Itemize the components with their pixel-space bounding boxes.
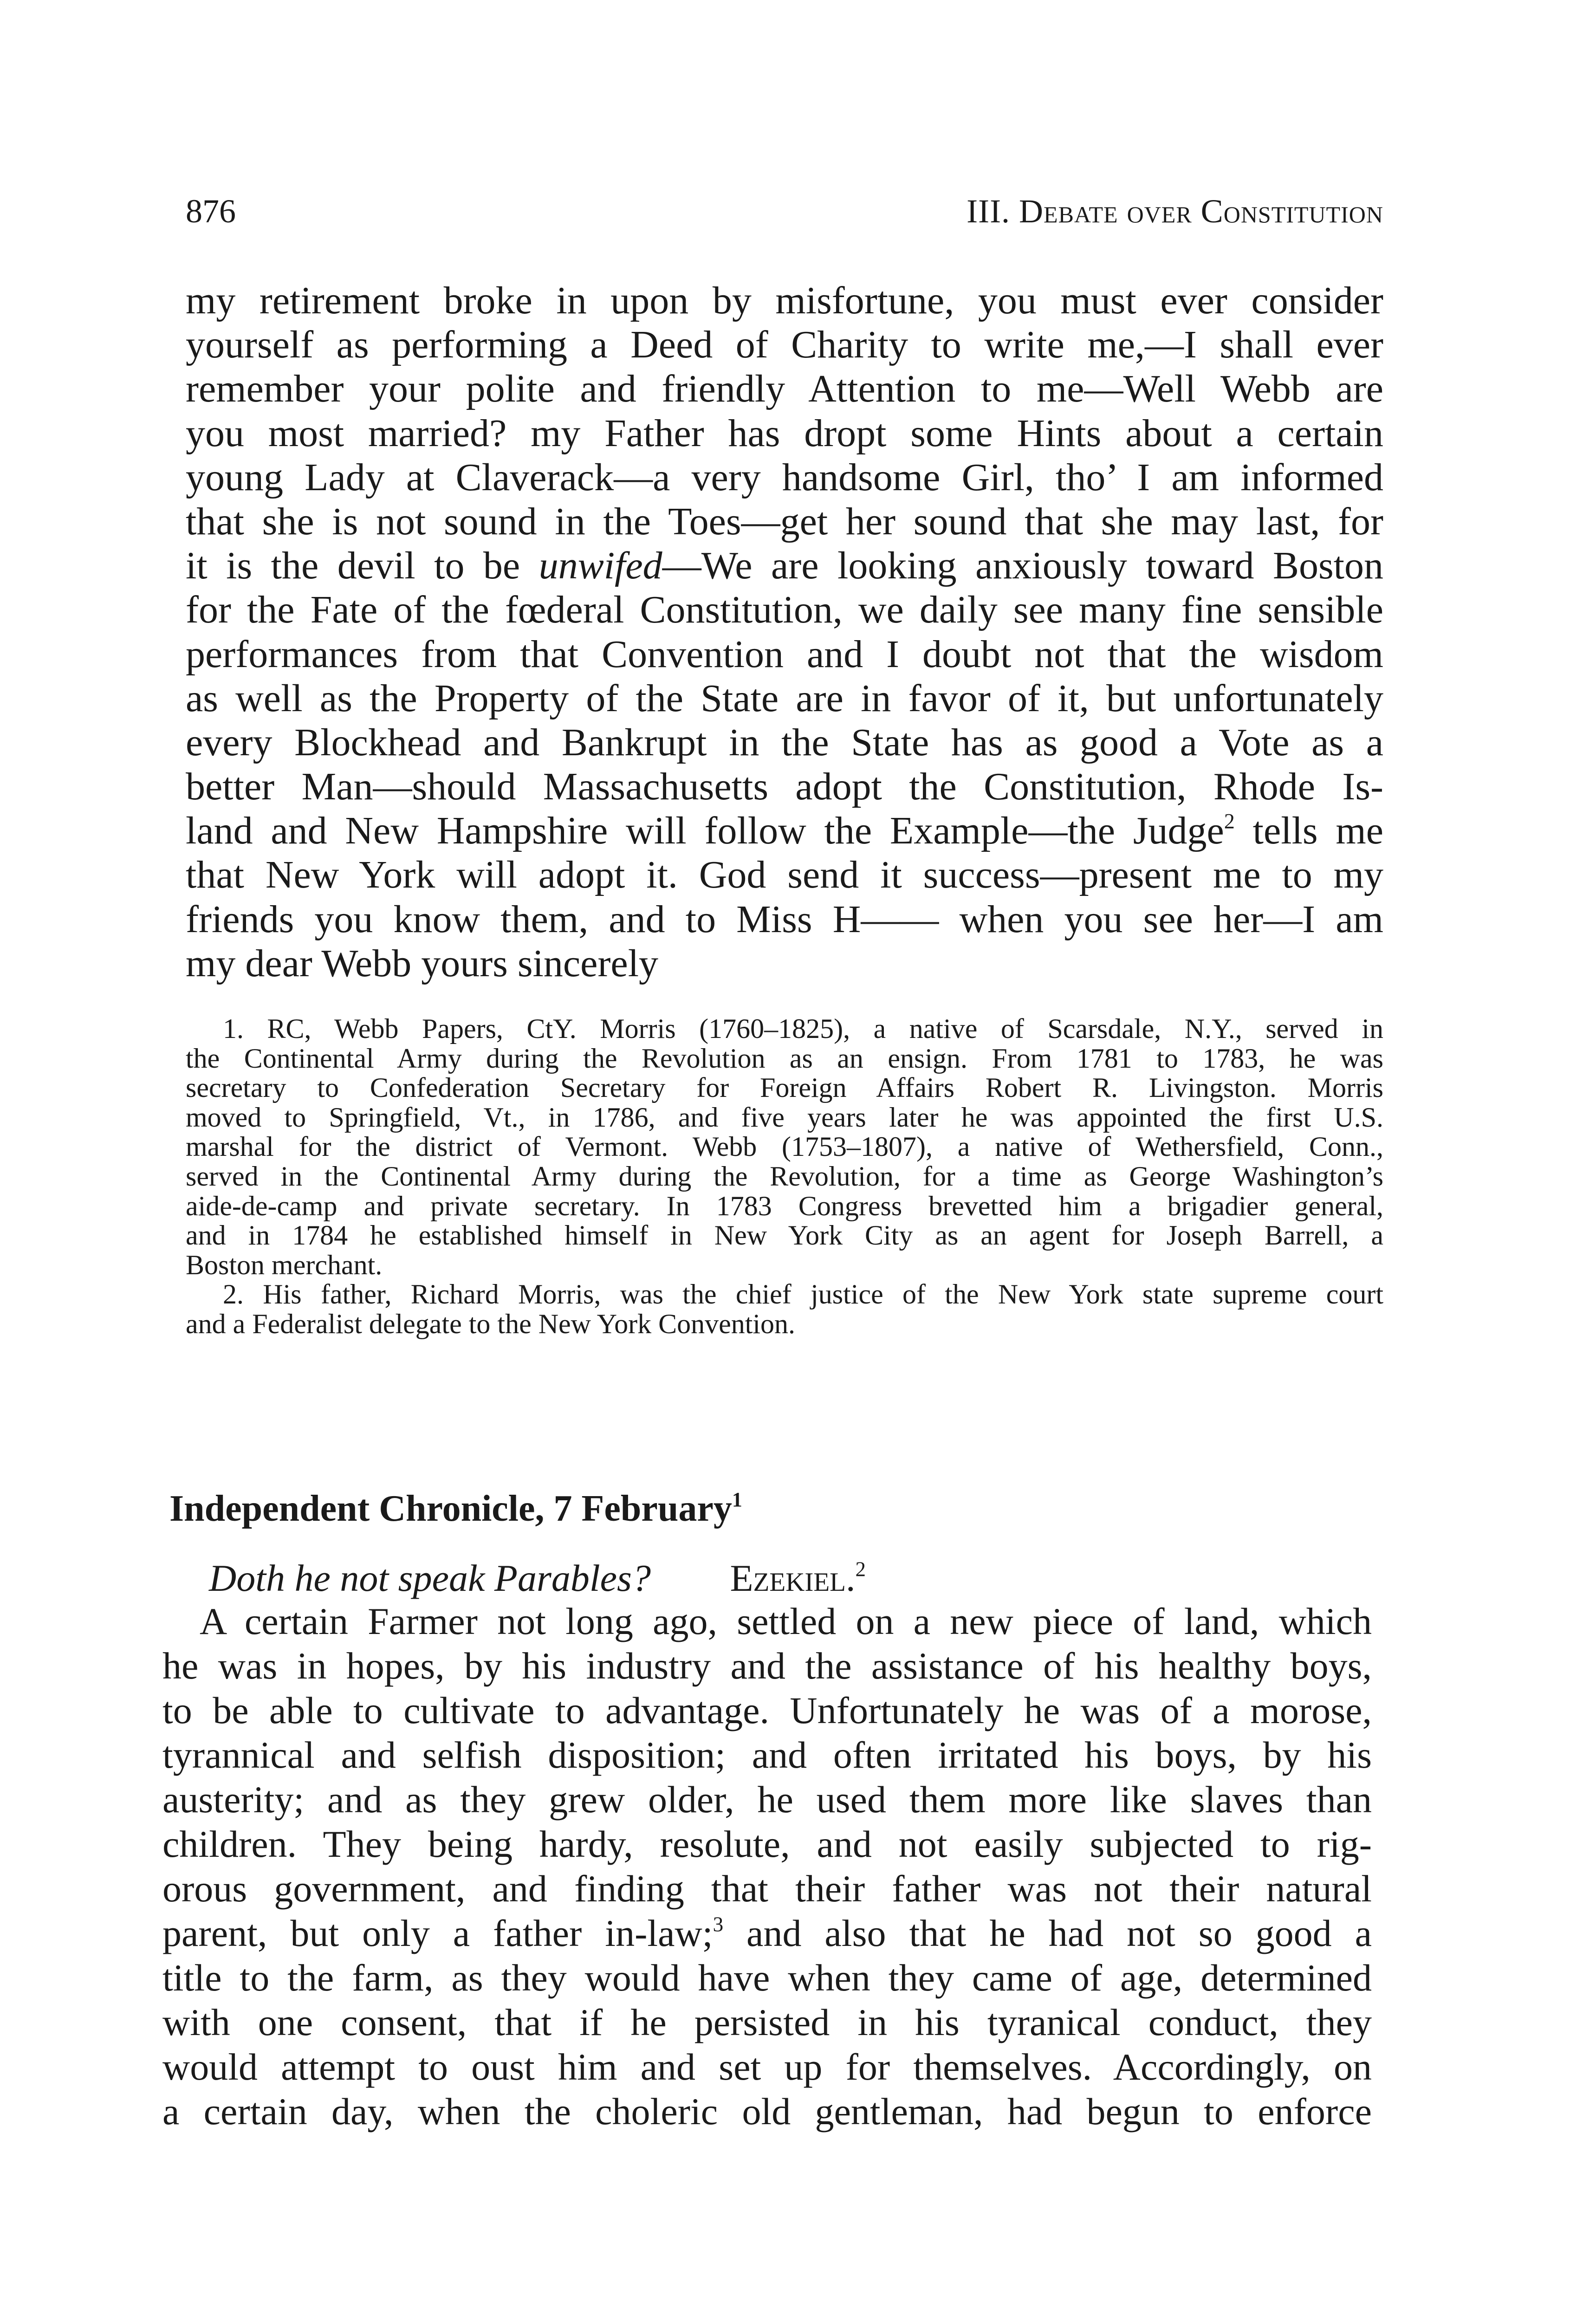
article-line: would attempt to oust him and set up for themselves. Accordingly, on xyxy=(162,2046,1372,2088)
letter-line-text: tells me xyxy=(1234,809,1383,853)
article-line: orous government, and finding that their father was not their natural xyxy=(162,1867,1372,1910)
letter-line xyxy=(186,544,1383,588)
footnote-line: the Continental Army during the Revolution as an ensign. From 1781 to 1783, he was xyxy=(186,1043,1383,1074)
epigraph-source xyxy=(730,1555,866,1601)
letter-line: for the Fate of the fœderal Constitution, we daily see many fine sensible xyxy=(186,588,1383,632)
footnote-ref: 2 xyxy=(1224,809,1235,833)
footnote-line: marshal for the district of Vermont. Webb (1753–1807), a native of Wethersfield, Conn., xyxy=(186,1131,1383,1162)
letter-line: friends you know them, and to Miss H—— when you see her—I am xyxy=(186,897,1383,941)
letter-body xyxy=(186,279,1383,985)
epigraph xyxy=(209,1555,866,1601)
footnote-line: secretary to Confederation Secretary for Foreign Affairs Robert R. Livingston. Morris xyxy=(186,1072,1383,1103)
epigraph-quote: Doth he not speak Parables? xyxy=(209,1557,651,1599)
footnote-line: and a Federalist delegate to the New York Convention. xyxy=(186,1308,796,1339)
footnote-line: and in 1784 he established himself in New York City as an agent for Joseph Barrell, a xyxy=(186,1220,1383,1251)
article-line: A certain Farmer not long ago, settled on a new piece of land, which xyxy=(200,1600,1372,1642)
letter-line-text: it is the devil to be xyxy=(186,544,539,588)
letter-line: my dear Webb yours sincerely xyxy=(186,941,659,985)
article-line: with one consent, that if he persisted in his tyranical conduct, they xyxy=(162,2001,1372,2043)
article-line: austerity; and as they grew older, he used them more like slaves than xyxy=(162,1778,1372,1821)
letter-line: as well as the Property of the State are in favor of it, but unfortunately xyxy=(186,676,1383,720)
footnote-line: aide-de-camp and private secretary. In 1783 Congress brevetted him a brigadier general, xyxy=(186,1190,1383,1221)
article-line: he was in hopes, by his industry and the assistance of his healthy boys, xyxy=(162,1645,1372,1687)
footnote-ref: 2 xyxy=(855,1557,866,1581)
italic-word: unwifed xyxy=(538,544,662,588)
footnote-line: 1. RC, Webb Papers, CtY. Morris (1760–1825), a native of Scarsdale, N.Y., served in xyxy=(223,1013,1383,1044)
letter-line: young Lady at Claverack—a very handsome Girl, tho’ I am informed xyxy=(186,455,1383,499)
article-line: tyrannical and selfish disposition; and often irritated his boys, by his xyxy=(162,1734,1372,1776)
footnote-ref: 1 xyxy=(732,1488,742,1511)
footnotes xyxy=(186,1014,1383,1339)
letter-line xyxy=(186,809,1383,853)
page-number: 876 xyxy=(186,193,236,230)
letter-line-text: —We are looking anxiously toward Boston xyxy=(662,544,1384,588)
footnote-line: moved to Springfield, Vt., in 1786, and five years later he was appointed the first U.S. xyxy=(186,1102,1383,1133)
article-line-text: parent, but only a father in-law; xyxy=(162,1912,713,1954)
letter-line-text: land and New Hampshire will follow the Example—the Judge xyxy=(186,809,1224,853)
footnote-ref: 3 xyxy=(713,1913,724,1936)
article-line-text: and also that he had not so good a xyxy=(723,1912,1372,1954)
letter-line: every Blockhead and Bankrupt in the State has as good a Vote as a xyxy=(186,720,1383,764)
footnote-line: 2. His father, Richard Morris, was the chief justice of the New York state supreme court xyxy=(223,1279,1383,1310)
letter-line: remember your polite and friendly Attention to me—Well Webb are xyxy=(186,367,1383,411)
article-line: children. They being hardy, resolute, and not easily subjected to rig- xyxy=(162,1823,1372,1865)
article-line xyxy=(162,1911,1372,1956)
running-head: III. Debate over Constitution xyxy=(967,193,1383,230)
letter-line: you most married? my Father has dropt some Hints about a certain xyxy=(186,411,1383,455)
epigraph-source-text: Ezekiel. xyxy=(730,1557,856,1599)
letter-line: performances from that Convention and I doubt not that the wisdom xyxy=(186,632,1383,676)
footnote-line: served in the Continental Army during the Revolution, for a time as George Washington’s xyxy=(186,1160,1383,1192)
footnote-line: Boston merchant. xyxy=(186,1249,383,1280)
letter-line: yourself as performing a Deed of Charity to write me,—I shall ever xyxy=(186,323,1383,367)
letter-line: better Man—should Massachusetts adopt the Constitution, Rhode Is- xyxy=(186,765,1383,809)
article-line: a certain day, when the choleric old gentleman, had begun to enforce xyxy=(162,2090,1372,2133)
section-heading-text: Independent Chronicle, 7 February xyxy=(169,1488,732,1529)
section-heading xyxy=(169,1483,742,1534)
letter-line: that she is not sound in the Toes—get her sound that she may last, for xyxy=(186,499,1383,543)
article-line: title to the farm, as they would have when they came of age, determined xyxy=(162,1957,1372,1999)
letter-line: my retirement broke in upon by misfortune, you must ever consider xyxy=(186,279,1383,322)
article-line: to be able to cultivate to advantage. Unfortunately he was of a morose, xyxy=(162,1689,1372,1731)
page-header xyxy=(186,188,1383,239)
article-body xyxy=(162,1599,1372,2134)
letter-line: that New York will adopt it. God send it success—present me to my xyxy=(186,853,1383,897)
